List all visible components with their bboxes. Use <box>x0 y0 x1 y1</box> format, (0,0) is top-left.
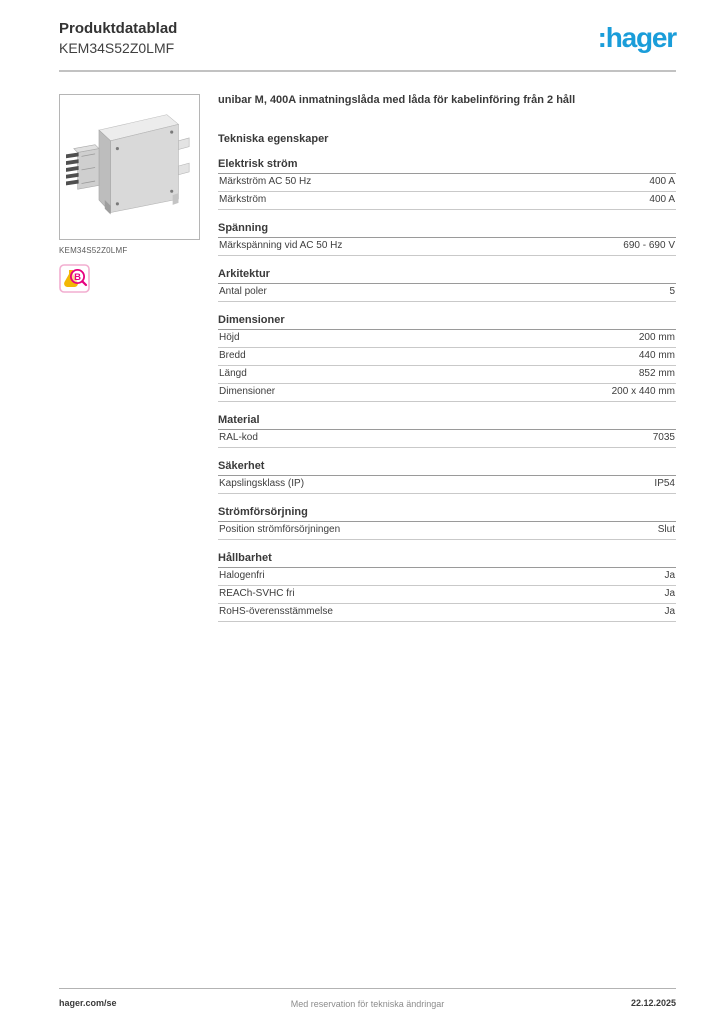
section-title: Hållbarhet <box>218 552 676 568</box>
spec-section <box>218 268 676 302</box>
spec-value: 690 - 690 V <box>623 239 675 251</box>
product-media-column <box>59 94 200 634</box>
spec-section <box>218 460 676 494</box>
section-title: Säkerhet <box>218 460 676 476</box>
spec-label: Dimensioner <box>219 385 276 397</box>
spec-section <box>218 506 676 540</box>
spec-value: 852 mm <box>638 367 675 379</box>
footer-disclaimer: Med reservation för tekniska ändringar <box>290 999 445 1009</box>
spec-row <box>218 476 676 494</box>
busbar-enclosure-product-icon <box>66 98 194 236</box>
spec-value: Ja <box>664 569 675 581</box>
spec-section <box>218 158 676 210</box>
spec-label: Höjd <box>219 331 240 343</box>
spec-value: Slut <box>657 523 675 535</box>
spec-row <box>218 192 676 210</box>
spec-value: 200 mm <box>638 331 675 343</box>
spec-row <box>218 238 676 256</box>
spec-label: REACh-SVHC fri <box>219 587 295 599</box>
section-rows <box>218 522 676 540</box>
spec-row <box>218 586 676 604</box>
product-description: unibar M, 400A inmatningslåda med låda för kabelinföring från 2 håll <box>218 93 576 106</box>
section-rows <box>218 430 676 448</box>
spec-label: Bredd <box>219 349 246 361</box>
spec-row <box>218 384 676 402</box>
section-rows <box>218 174 676 210</box>
page-title: Produktdatablad <box>59 20 178 37</box>
spec-value: Ja <box>664 605 675 617</box>
section-title: Elektrisk ström <box>218 158 676 174</box>
section-title: Spänning <box>218 222 676 238</box>
spec-value: 400 A <box>649 175 675 187</box>
spec-section <box>218 222 676 256</box>
main-content <box>59 94 676 634</box>
spec-label: Märkspänning vid AC 50 Hz <box>219 239 343 251</box>
spec-sections <box>218 158 676 622</box>
spec-row <box>218 284 676 302</box>
spec-label: Längd <box>219 367 247 379</box>
section-rows <box>218 330 676 402</box>
footer <box>59 988 676 1024</box>
section-title: Arkitektur <box>218 268 676 284</box>
spec-row <box>218 430 676 448</box>
spec-label: Kapslingsklass (IP) <box>219 477 305 489</box>
product-image-caption: KEM34S52Z0LMF <box>59 245 128 255</box>
section-title: Dimensioner <box>218 314 676 330</box>
spec-row <box>218 330 676 348</box>
spec-value: 400 A <box>649 193 675 205</box>
hager-logo: :hager <box>597 22 676 53</box>
spec-value: 5 <box>669 285 675 297</box>
spec-value: 440 mm <box>638 349 675 361</box>
header-titles <box>59 20 177 57</box>
product-image <box>59 94 200 240</box>
spec-section <box>218 414 676 448</box>
spec-label: Antal poler <box>219 285 267 297</box>
spec-value: IP54 <box>654 477 675 489</box>
svg-text:B: B <box>74 271 81 283</box>
footer-site-link[interactable]: hager.com/se <box>59 998 117 1008</box>
spec-section <box>218 552 676 622</box>
spec-value: Ja <box>664 587 675 599</box>
spec-label: Märkström AC 50 Hz <box>219 175 312 187</box>
section-title: Strömförsörjning <box>218 506 676 522</box>
section-rows <box>218 284 676 302</box>
spec-section <box>218 314 676 402</box>
spec-value: 7035 <box>652 431 675 443</box>
spec-label: RoHS-överensstämmelse <box>219 605 333 617</box>
footer-date: 22.12.2025 <box>630 998 676 1008</box>
spec-label: Märkström <box>219 193 267 205</box>
reach-chemical-b-icon <box>59 264 90 293</box>
section-rows <box>218 568 676 622</box>
section-rows <box>218 238 676 256</box>
spec-row <box>218 604 676 622</box>
product-reference: KEM34S52Z0LMF <box>59 40 175 56</box>
spec-label: Position strömförsörjningen <box>219 523 341 535</box>
specs-column <box>218 94 676 634</box>
spec-row <box>218 174 676 192</box>
spec-label: Halogenfri <box>219 569 265 581</box>
spec-row <box>218 568 676 586</box>
spec-value: 200 x 440 mm <box>611 385 675 397</box>
spec-row <box>218 348 676 366</box>
section-rows <box>218 476 676 494</box>
specs-heading: Tekniska egenskaper <box>218 132 329 145</box>
header <box>59 20 676 72</box>
spec-label: RAL-kod <box>219 431 258 443</box>
section-title: Material <box>218 414 676 430</box>
spec-row <box>218 522 676 540</box>
spec-row <box>218 366 676 384</box>
